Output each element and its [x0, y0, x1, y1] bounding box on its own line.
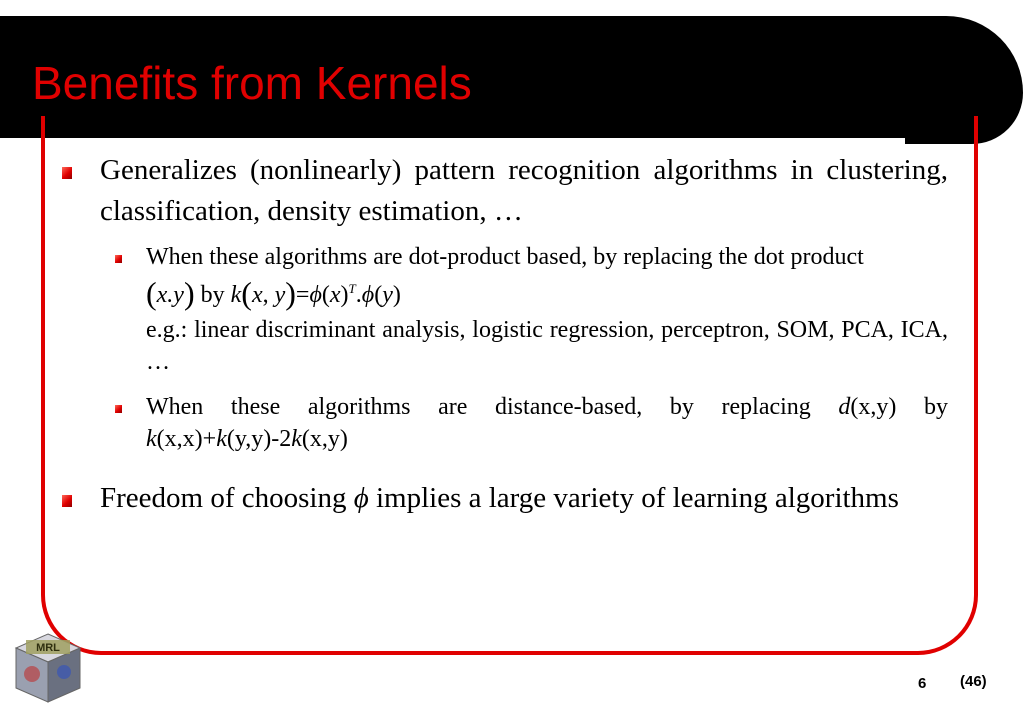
word-by: by: [200, 282, 225, 308]
sub-bullet-dot-product: [146, 241, 948, 273]
formula-xy: x.y: [156, 282, 184, 308]
bullet-generalizes: Generalizes (nonlinearly) pattern recognition algorithms in clustering, classification, density estimation, …: [100, 154, 948, 227]
logo-text: MRL: [36, 642, 60, 654]
kernel-args: (y,y)-2: [226, 426, 292, 452]
phi-symbol: ϕ: [361, 282, 375, 308]
distance-text: When these algorithms are distance-based, by replacing: [146, 394, 811, 420]
phi-symbol: ϕ: [309, 282, 322, 308]
kernel-y: y: [274, 282, 286, 308]
sub-bullet-marker: [115, 405, 122, 413]
kernel-k: k: [146, 426, 157, 452]
kernel-args: (x,x)+: [156, 426, 217, 452]
total-pages: (46): [960, 673, 987, 690]
slide-title: Benefits from Kernels: [32, 57, 472, 109]
mrl-logo: [10, 628, 86, 708]
freedom-text-after: implies a large variety of learning algorithms: [375, 482, 899, 514]
formula-paren: (: [146, 275, 157, 311]
distance-args: (x,y) by: [850, 394, 949, 420]
formula-paren: ): [183, 275, 195, 311]
sub-bullet-distance: [146, 391, 948, 455]
phi-y: y: [382, 282, 393, 308]
kernel-args: (x,y): [301, 426, 348, 452]
freedom-text-before: Freedom of choosing: [100, 482, 347, 514]
transpose-superscript: T: [348, 281, 356, 296]
phi-symbol: ϕ: [353, 482, 369, 514]
kernel-x: x: [251, 282, 263, 308]
formula-paren: (: [241, 275, 252, 311]
phi-x: x: [329, 282, 341, 308]
dot-product-line: When these algorithms are dot-product based, by replacing the dot product: [146, 244, 864, 270]
sub-bullet-marker: [115, 255, 122, 263]
examples-text: e.g.: linear discriminant analysis, logistic regression, perceptron, SOM, PCA, ICA, …: [146, 317, 948, 375]
formula-line: (x.y) by k(x, $y)=\phi(x)^T.\phi(y)$: [146, 275, 401, 311]
bullet-freedom: [100, 478, 948, 519]
distance-d: d: [838, 394, 851, 420]
page-number: 6: [918, 675, 927, 692]
bullet-marker: [62, 167, 72, 179]
kernel-k: k: [291, 426, 302, 452]
kernel-k: k: [216, 426, 227, 452]
kernel-k: k: [230, 282, 242, 308]
formula-paren: ): [285, 275, 296, 311]
bullet-marker: [62, 495, 72, 507]
